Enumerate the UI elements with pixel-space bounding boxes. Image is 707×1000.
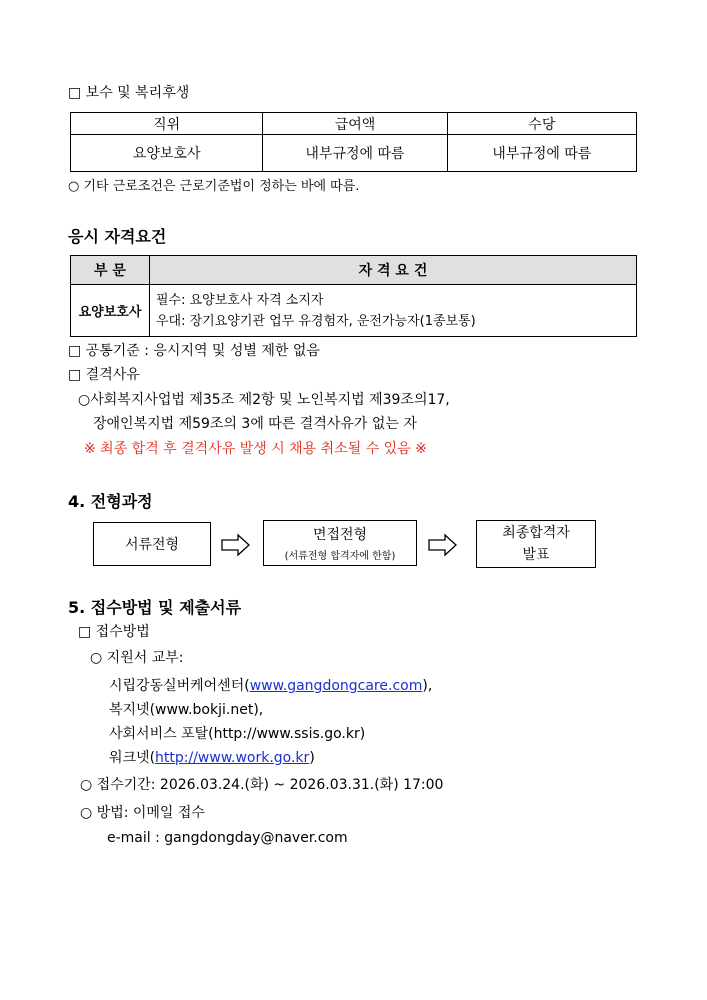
apply-method-label: ○ 지원서 교부: (90, 650, 184, 666)
qual-cell-dept: 요양보호사 (71, 285, 150, 337)
site-name: 시립강동실버케어센터( (109, 678, 250, 694)
site-name: 워크넷( (109, 750, 156, 766)
pay-note: ○ 기타 근로조건은 근로기준법이 정하는 바에 따름. (68, 179, 360, 194)
apply-subheading: □ 접수방법 (78, 624, 150, 640)
worknet-link[interactable]: http://www.work.go.kr (155, 750, 310, 766)
pay-cell-position: 요양보호사 (71, 135, 263, 172)
process-step-final-line2: 발표 (522, 547, 550, 563)
apply-heading: 5. 접수방법 및 제출서류 (68, 598, 242, 617)
qual-req-preferred: 우대: 장기요양기관 업무 유경험자, 운전가능자(1종보통) (156, 313, 476, 329)
pay-header-allowance: 수당 (447, 113, 636, 135)
qual-table-row (71, 285, 637, 337)
pay-heading: □ 보수 및 복리후생 (68, 85, 190, 101)
pay-table-row (71, 135, 637, 172)
gangdongcare-link[interactable]: www.gangdongcare.com (249, 678, 423, 694)
apply-way: ○ 방법: 이메일 접수 (80, 805, 205, 821)
pay-cell-allowance: 내부규정에 따름 (447, 135, 636, 172)
arrow-right-icon (221, 533, 251, 557)
process-step-document-label: 서류전형 (124, 537, 180, 553)
disqualification-warning: ※ 최종 합격 후 결격사유 발생 시 채용 취소될 수 있음 ※ (84, 441, 427, 457)
process-step-final-line1: 최종합격자 (502, 525, 570, 541)
process-heading: 4. 전형과정 (68, 492, 153, 511)
disqualification-heading: □ 결격사유 (68, 367, 140, 383)
process-step-document (93, 522, 211, 566)
pay-table (70, 112, 637, 172)
pay-cell-salary: 내부규정에 따름 (263, 135, 447, 172)
qual-heading: 응시 자격요건 (68, 227, 167, 246)
common-criteria: □ 공통기준 : 응시지역 및 성별 제한 없음 (68, 343, 320, 359)
apply-site-bokji: 복지넷(www.bokji.net), (109, 702, 264, 718)
process-step-interview-note: (서류전형 합격자에 한함) (284, 551, 396, 562)
arrow-right-icon (428, 533, 458, 557)
process-step-final (476, 520, 596, 568)
disqualification-line2: 장애인복지법 제59조의 3에 따른 결격사유가 없는 자 (93, 416, 417, 432)
apply-email: e-mail : gangdongday@naver.com (107, 830, 348, 846)
qual-header-req: 자 격 요 건 (150, 256, 637, 285)
qual-cell-req (150, 285, 637, 337)
apply-period: ○ 접수기간: 2026.03.24.(화) ~ 2026.03.31.(화) 17:00 (80, 777, 444, 793)
qual-table (70, 255, 637, 337)
site-end: ) (309, 750, 315, 766)
process-step-interview (263, 520, 417, 566)
pay-table-header-row (71, 113, 637, 135)
site-end: ), (422, 678, 433, 694)
qual-header-dept: 부 문 (71, 256, 150, 285)
apply-site-gangdongcare (109, 675, 432, 695)
pay-header-position: 직위 (71, 113, 263, 135)
apply-site-worknet (109, 747, 315, 767)
qual-req-required: 필수: 요양보호사 자격 소지자 (156, 292, 324, 308)
pay-header-salary: 급여액 (263, 113, 447, 135)
process-step-interview-label: 면접전형 (312, 527, 368, 543)
apply-site-ssis: 사회서비스 포탈(http://www.ssis.go.kr) (109, 726, 366, 742)
qual-table-header-row (71, 256, 637, 285)
disqualification-line1: ○사회복지사업법 제35조 제2항 및 노인복지법 제39조의17, (78, 392, 450, 408)
